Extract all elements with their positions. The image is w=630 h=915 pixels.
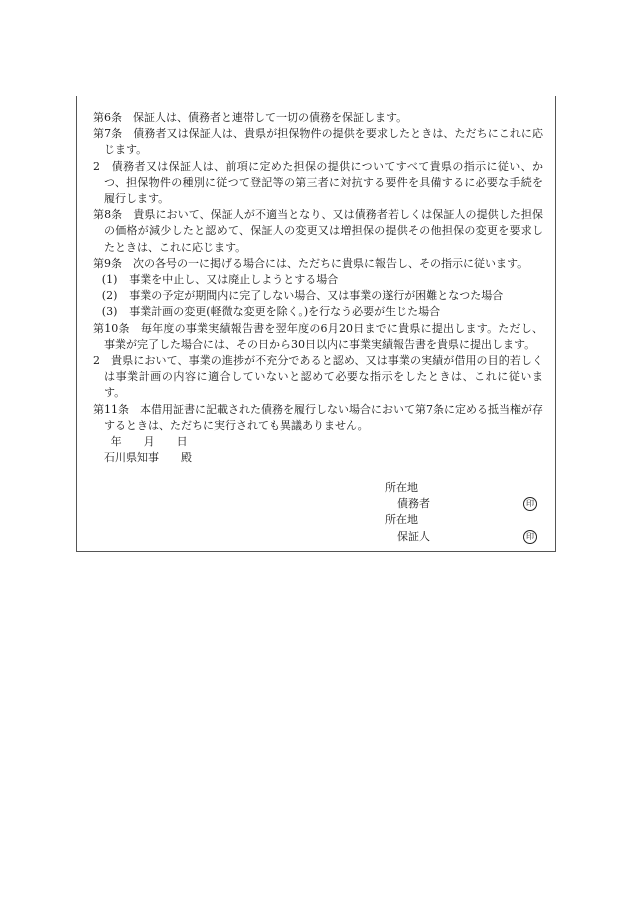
signature-block bbox=[385, 480, 545, 545]
item-number: (2) bbox=[101, 289, 118, 303]
addressee: 石川県知事 殿 bbox=[104, 451, 192, 465]
item-text: 事業を中止し、又は廃止しようとする場合 bbox=[129, 273, 339, 287]
article-8: 第8条 貴県において、保証人が不適当となり、又は債務者若しくは保証人の提供した担保の価格が減少したと認めて、保証人の変更又は増担保の提供その他担保の変更を要求したときは、これに応じます。 bbox=[93, 208, 543, 254]
item-text: 事業の予定が期間内に完了しない場合、又は事業の遂行が困難となつた場合 bbox=[129, 289, 504, 303]
article-9-item-2 bbox=[93, 288, 543, 304]
debtor-label: 債務者 bbox=[397, 497, 430, 511]
guarantor-row bbox=[385, 529, 545, 545]
address-label: 所在地 bbox=[385, 481, 418, 494]
article-11: 第11条 本借用証書に記載された債務を履行しない場合において第7条に定める抵当権が存するときは、ただちに実行されても異議ありません。 bbox=[93, 402, 543, 432]
seal-icon: 印 bbox=[523, 530, 537, 544]
address-label: 所在地 bbox=[385, 513, 418, 527]
debtor-address-row bbox=[385, 480, 545, 496]
article-9-item-1 bbox=[93, 272, 543, 288]
document-body bbox=[93, 110, 543, 466]
seal-icon: 印 bbox=[523, 497, 537, 511]
date-line: 年 月 日 bbox=[110, 435, 188, 449]
item-number: (1) bbox=[101, 273, 118, 287]
article-10-paragraph-2: 2 貴県において、事業の進捗が不充分であると認め、又は事業の実績が借用の目的若しくは事業計画の内容に適合していないと認めて必要な指示をしたときは、これに従います。 bbox=[93, 354, 543, 400]
guarantor-label: 保証人 bbox=[397, 529, 430, 543]
article-7-paragraph-2: 2 債務者又は保証人は、前項に定めた担保の提供についてすべて貴県の指示に従い、かつ、担保物件の種別に従つて登記等の第三者に対抗する要件を具備するに必要な手続を履行します。 bbox=[93, 159, 543, 206]
article-9: 第9条 次の各号の一に掲げる場合には、ただちに貴県に報告し、その指示に従います。 bbox=[93, 256, 529, 270]
item-number: (3) bbox=[101, 305, 118, 319]
guarantor-address-row bbox=[385, 512, 545, 528]
article-7: 第7条 債務者又は保証人は、貴県が担保物件の提供を要求したときは、ただちにこれに応じます。 bbox=[93, 127, 543, 157]
item-text: 事業計画の変更(軽微な変更を除く。)を行なう必要が生じた場合 bbox=[129, 305, 441, 319]
article-9-item-3 bbox=[93, 304, 543, 320]
debtor-row bbox=[385, 496, 545, 512]
article-6: 第6条 保証人は、債務者と連帯して一切の債務を保証します。 bbox=[93, 111, 408, 124]
article-10: 第10条 毎年度の事業実績報告書を翌年度の6月20日までに貴県に提出します。ただし、事業が完了した場合には、その日から30日以内に事業実績報告書を貴県に提出します。 bbox=[93, 321, 543, 351]
document-frame bbox=[76, 96, 556, 552]
